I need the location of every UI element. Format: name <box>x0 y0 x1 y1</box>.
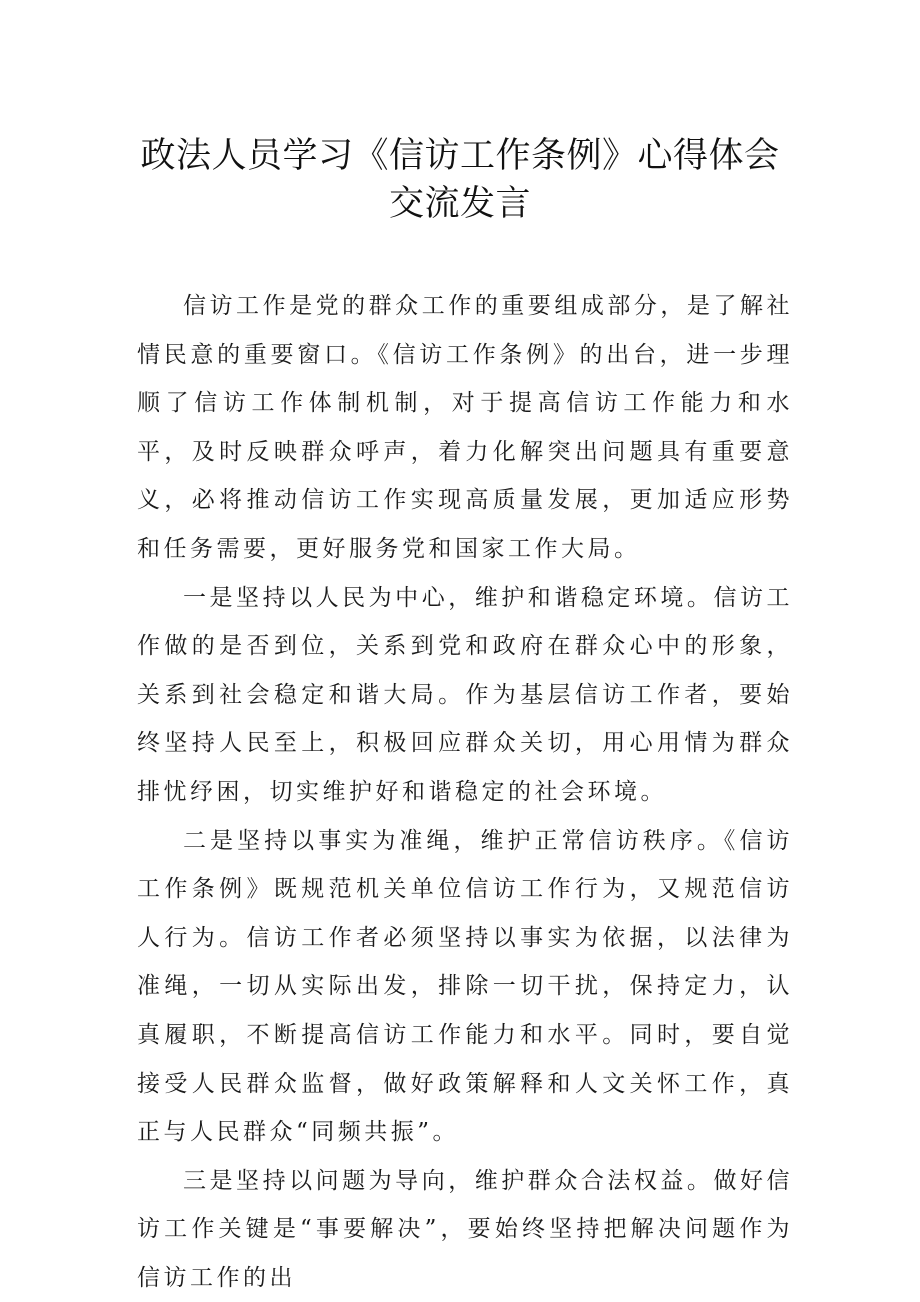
document-body <box>137 282 793 1302</box>
title-line-1: 政法人员学习《信访工作条例》心得体会 <box>140 136 780 176</box>
paragraph-point-3: 三是坚持以问题为导向，维护群众合法权益。做好信访工作关键是“事要解决”，要始终坚持把解决问题作为信访工作的出 <box>137 1167 793 1291</box>
page-title <box>120 132 800 228</box>
paragraph-intro: 信访工作是党的群众工作的重要组成部分，是了解社情民意的重要窗口。《信访工作条例》的出台，进一步理顺了信访工作体制机制，对于提高信访工作能力和水平，及时反映群众呼声，着力化解突出问题具有重要意义，必将推动信访工作实现高质量发展，更加适应形势和任务需要，更好服务党和国家工作大局。 <box>137 293 793 562</box>
title-line-2: 交流发言 <box>388 184 531 224</box>
paragraph-point-2: 二是坚持以事实为准绳，维护正常信访秩序。《信访工作条例》既规范机关单位信访工作行为，又规范信访人行为。信访工作者必须坚持以事实为依据，以法律为准绳，一切从实际出发，排除一切干扰，保持定力，认真履职，不断提高信访工作能力和水平。同时，要自觉接受人民群众监督，做好政策解释和人文关怀工作，真正与人民群众“同频共振”。 <box>137 827 793 1146</box>
paragraph-point-1: 一是坚持以人民为中心，维护和谐稳定环境。信访工作做的是否到位，关系到党和政府在群众心中的形象，关系到社会稳定和谐大局。作为基层信访工作者，要始终坚持人民至上，积极回应群众关切，用心用情为群众排忧纾困，切实维护好和谐稳定的社会环境。 <box>137 584 793 805</box>
